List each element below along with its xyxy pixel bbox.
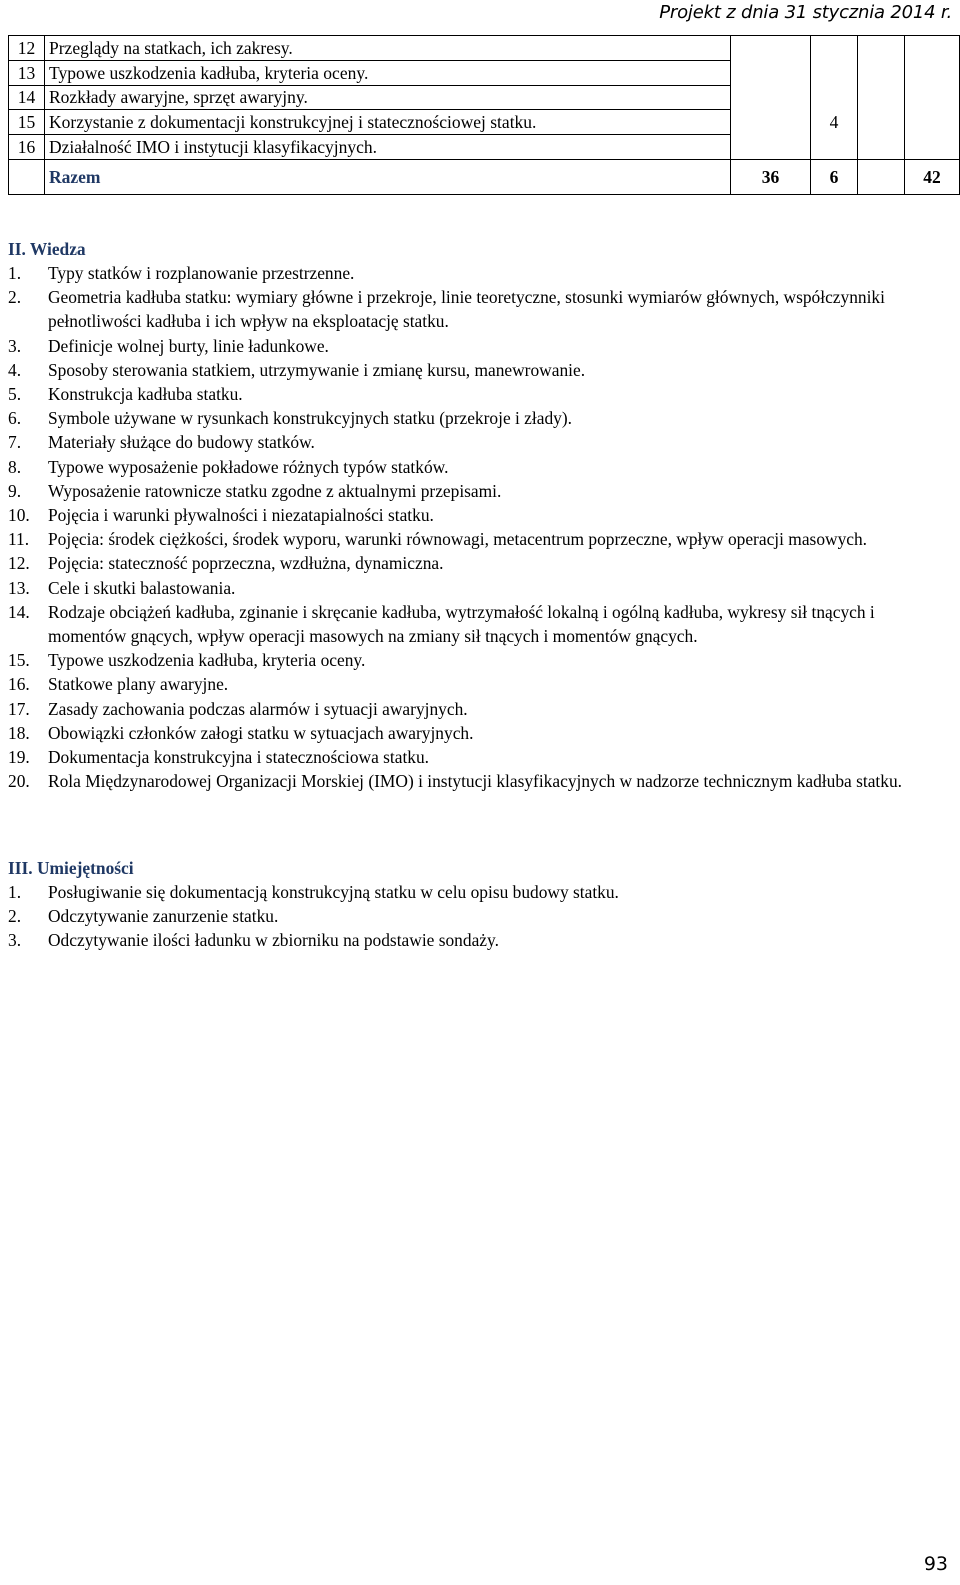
list-item (8, 455, 948, 479)
row-title: Typowe uszkodzenia kadłuba, kryteria oceny. (45, 60, 731, 85)
list-item-text: Rola Międzynarodowej Organizacji Morskiej (IMO) i instytucji klasyfikacyjnych w nadzorze technicznym kadłuba statku. (48, 771, 902, 792)
total-hours-1: 36 (731, 159, 811, 194)
list-item (8, 745, 948, 769)
wiedza-heading: II. Wiedza (8, 239, 86, 259)
table-row (9, 60, 960, 85)
table-row (9, 85, 960, 110)
list-item-number: 19. (8, 747, 30, 768)
list-item-text: Posługiwanie się dokumentacją konstrukcyjną statku w celu opisu budowy statku. (48, 882, 619, 902)
row-hours-4 (905, 85, 960, 110)
row-hours-1 (731, 60, 811, 85)
page-number: 93 (923, 1553, 948, 1575)
list-item-text: Obowiązki członków załogi statku w sytuacjach awaryjnych. (48, 722, 474, 743)
list-item-number: 20. (8, 771, 30, 792)
row-number: 14 (9, 85, 45, 110)
list-item-number: 17. (8, 698, 30, 719)
total-empty-cell (9, 159, 45, 194)
list-item-text: Statkowe plany awaryjne. (48, 674, 229, 695)
hours-table (8, 35, 960, 195)
list-item-text: Pojęcia: środek ciężkości, środek wyporu, warunki równowagi, metacentrum poprzeczne, wpływ operacji masowych. (48, 529, 868, 550)
list-item-number: 1. (8, 882, 22, 902)
row-title: Rozkłady awaryjne, sprzęt awaryjny. (45, 85, 731, 110)
row-hours-1 (731, 135, 811, 160)
row-hours-2 (811, 85, 858, 110)
list-item-number: 16. (8, 674, 30, 695)
row-hours-1 (731, 36, 811, 61)
list-item (8, 503, 948, 527)
list-item-number: 11. (8, 529, 30, 550)
hours-table-body (9, 36, 960, 195)
list-item-number: 2. (8, 906, 22, 927)
list-item (8, 285, 948, 333)
row-hours-1 (731, 85, 811, 110)
list-item-number: 6. (8, 408, 22, 429)
list-item-text: Odczytywanie ilości ładunku w zbiorniku na podstawie sondaży. (48, 930, 499, 951)
list-item (8, 406, 948, 430)
list-item-number: 14. (8, 601, 30, 622)
list-item (8, 697, 948, 721)
row-hours-2 (811, 60, 858, 85)
row-hours-2 (811, 135, 858, 160)
list-item (8, 600, 948, 648)
row-title: Przeglądy na statkach, ich zakresy. (45, 36, 731, 61)
umiejetnosci-heading: III. Umiejętności (8, 858, 134, 878)
list-item (8, 721, 948, 745)
row-hours-4 (905, 60, 960, 85)
list-item-text: Pojęcia: stateczność poprzeczna, wzdłużna, dynamiczna. (48, 553, 444, 574)
list-item-number: 1. (8, 263, 22, 283)
list-item (8, 769, 948, 793)
row-hours-2: 4 (811, 110, 858, 135)
row-title: Korzystanie z dokumentacji konstrukcyjnej i statecznościowej statku. (45, 110, 731, 135)
wiedza-list (8, 261, 948, 793)
row-hours-2 (811, 36, 858, 61)
total-label: Razem (45, 159, 731, 194)
row-hours-3 (858, 110, 905, 135)
list-item (8, 551, 948, 575)
list-item-number: 4. (8, 359, 22, 380)
list-item-text: Typy statków i rozplanowanie przestrzenne. (48, 263, 355, 283)
list-item-number: 13. (8, 577, 30, 598)
list-item (8, 527, 948, 551)
row-hours-4 (905, 36, 960, 61)
list-item (8, 672, 948, 696)
list-item-text: Pojęcia i warunki pływalności i niezatapialności statku. (48, 505, 434, 526)
row-number: 15 (9, 110, 45, 135)
list-item-text: Odczytywanie zanurzenie statku. (48, 906, 279, 927)
list-item-text: Typowe uszkodzenia kadłuba, kryteria oceny. (48, 650, 366, 671)
row-number: 13 (9, 60, 45, 85)
row-number: 12 (9, 36, 45, 61)
list-item-number: 7. (8, 432, 22, 453)
page-header: Projekt z dnia 31 stycznia 2014 r. (659, 2, 952, 23)
list-item-number: 5. (8, 384, 22, 405)
list-item (8, 648, 948, 672)
list-item-text: Konstrukcja kadłuba statku. (48, 384, 243, 405)
list-item-text: Rodzaje obciążeń kadłuba, zginanie i skręcanie kadłuba, wytrzymałość lokalną i ogólną kadłuba, wykresy sił tnących i momentów gnących, wpływ operacji masowych na zmiany sił tnących i momentów gnących. (48, 601, 875, 647)
total-hours-4: 42 (905, 159, 960, 194)
list-item-text: Sposoby sterowania statkiem, utrzymywanie i zmianę kursu, manewrowanie. (48, 359, 586, 380)
total-hours-3 (858, 159, 905, 194)
row-hours-3 (858, 60, 905, 85)
row-number: 16 (9, 135, 45, 160)
list-item-text: Zasady zachowania podczas alarmów i sytuacji awaryjnych. (48, 698, 468, 719)
list-item-number: 2. (8, 287, 22, 308)
list-item (8, 479, 948, 503)
list-item-number: 8. (8, 456, 22, 477)
list-item (8, 261, 948, 285)
row-hours-3 (858, 135, 905, 160)
list-item (8, 334, 948, 358)
list-item (8, 430, 948, 454)
list-item (8, 382, 948, 406)
wiedza-section (8, 237, 948, 793)
list-item-text: Materiały służące do budowy statków. (48, 432, 315, 453)
table-row (9, 110, 960, 135)
list-item-number: 15. (8, 650, 30, 671)
list-item (8, 880, 948, 904)
list-item-number: 10. (8, 505, 30, 526)
row-title: Działalność IMO i instytucji klasyfikacyjnych. (45, 135, 731, 160)
row-hours-4 (905, 135, 960, 160)
list-item (8, 576, 948, 600)
row-hours-4 (905, 110, 960, 135)
list-item-text: Typowe wyposażenie pokładowe różnych typów statków. (48, 456, 449, 477)
list-item-text: Definicje wolnej burty, linie ładunkowe. (48, 335, 329, 356)
row-hours-1 (731, 110, 811, 135)
total-hours-2: 6 (811, 159, 858, 194)
row-hours-3 (858, 85, 905, 110)
list-item-text: Symbole używane w rysunkach konstrukcyjnych statku (przekroje i złady). (48, 408, 572, 429)
table-total-row (9, 159, 960, 194)
list-item-text: Dokumentacja konstrukcyjna i statecznościowa statku. (48, 747, 430, 768)
list-item-number: 3. (8, 930, 22, 951)
list-item-text: Wyposażenie ratownicze statku zgodne z aktualnymi przepisami. (48, 480, 502, 501)
umiejetnosci-list (8, 880, 948, 953)
list-item-number: 3. (8, 335, 22, 356)
list-item-number: 9. (8, 480, 22, 501)
table-row (9, 36, 960, 61)
table-row (9, 135, 960, 160)
list-item-number: 18. (8, 722, 30, 743)
list-item (8, 904, 948, 928)
row-hours-3 (858, 36, 905, 61)
list-item-number: 12. (8, 553, 30, 574)
list-item-text: Cele i skutki balastowania. (48, 577, 236, 598)
umiejetnosci-section (8, 856, 948, 953)
list-item (8, 358, 948, 382)
list-item (8, 928, 948, 952)
list-item-text: Geometria kadłuba statku: wymiary główne i przekroje, linie teoretyczne, stosunki wymiarów głównych, współczynniki pełnotliwości kadłuba i ich wpływ na eksploatację statku. (48, 287, 885, 332)
